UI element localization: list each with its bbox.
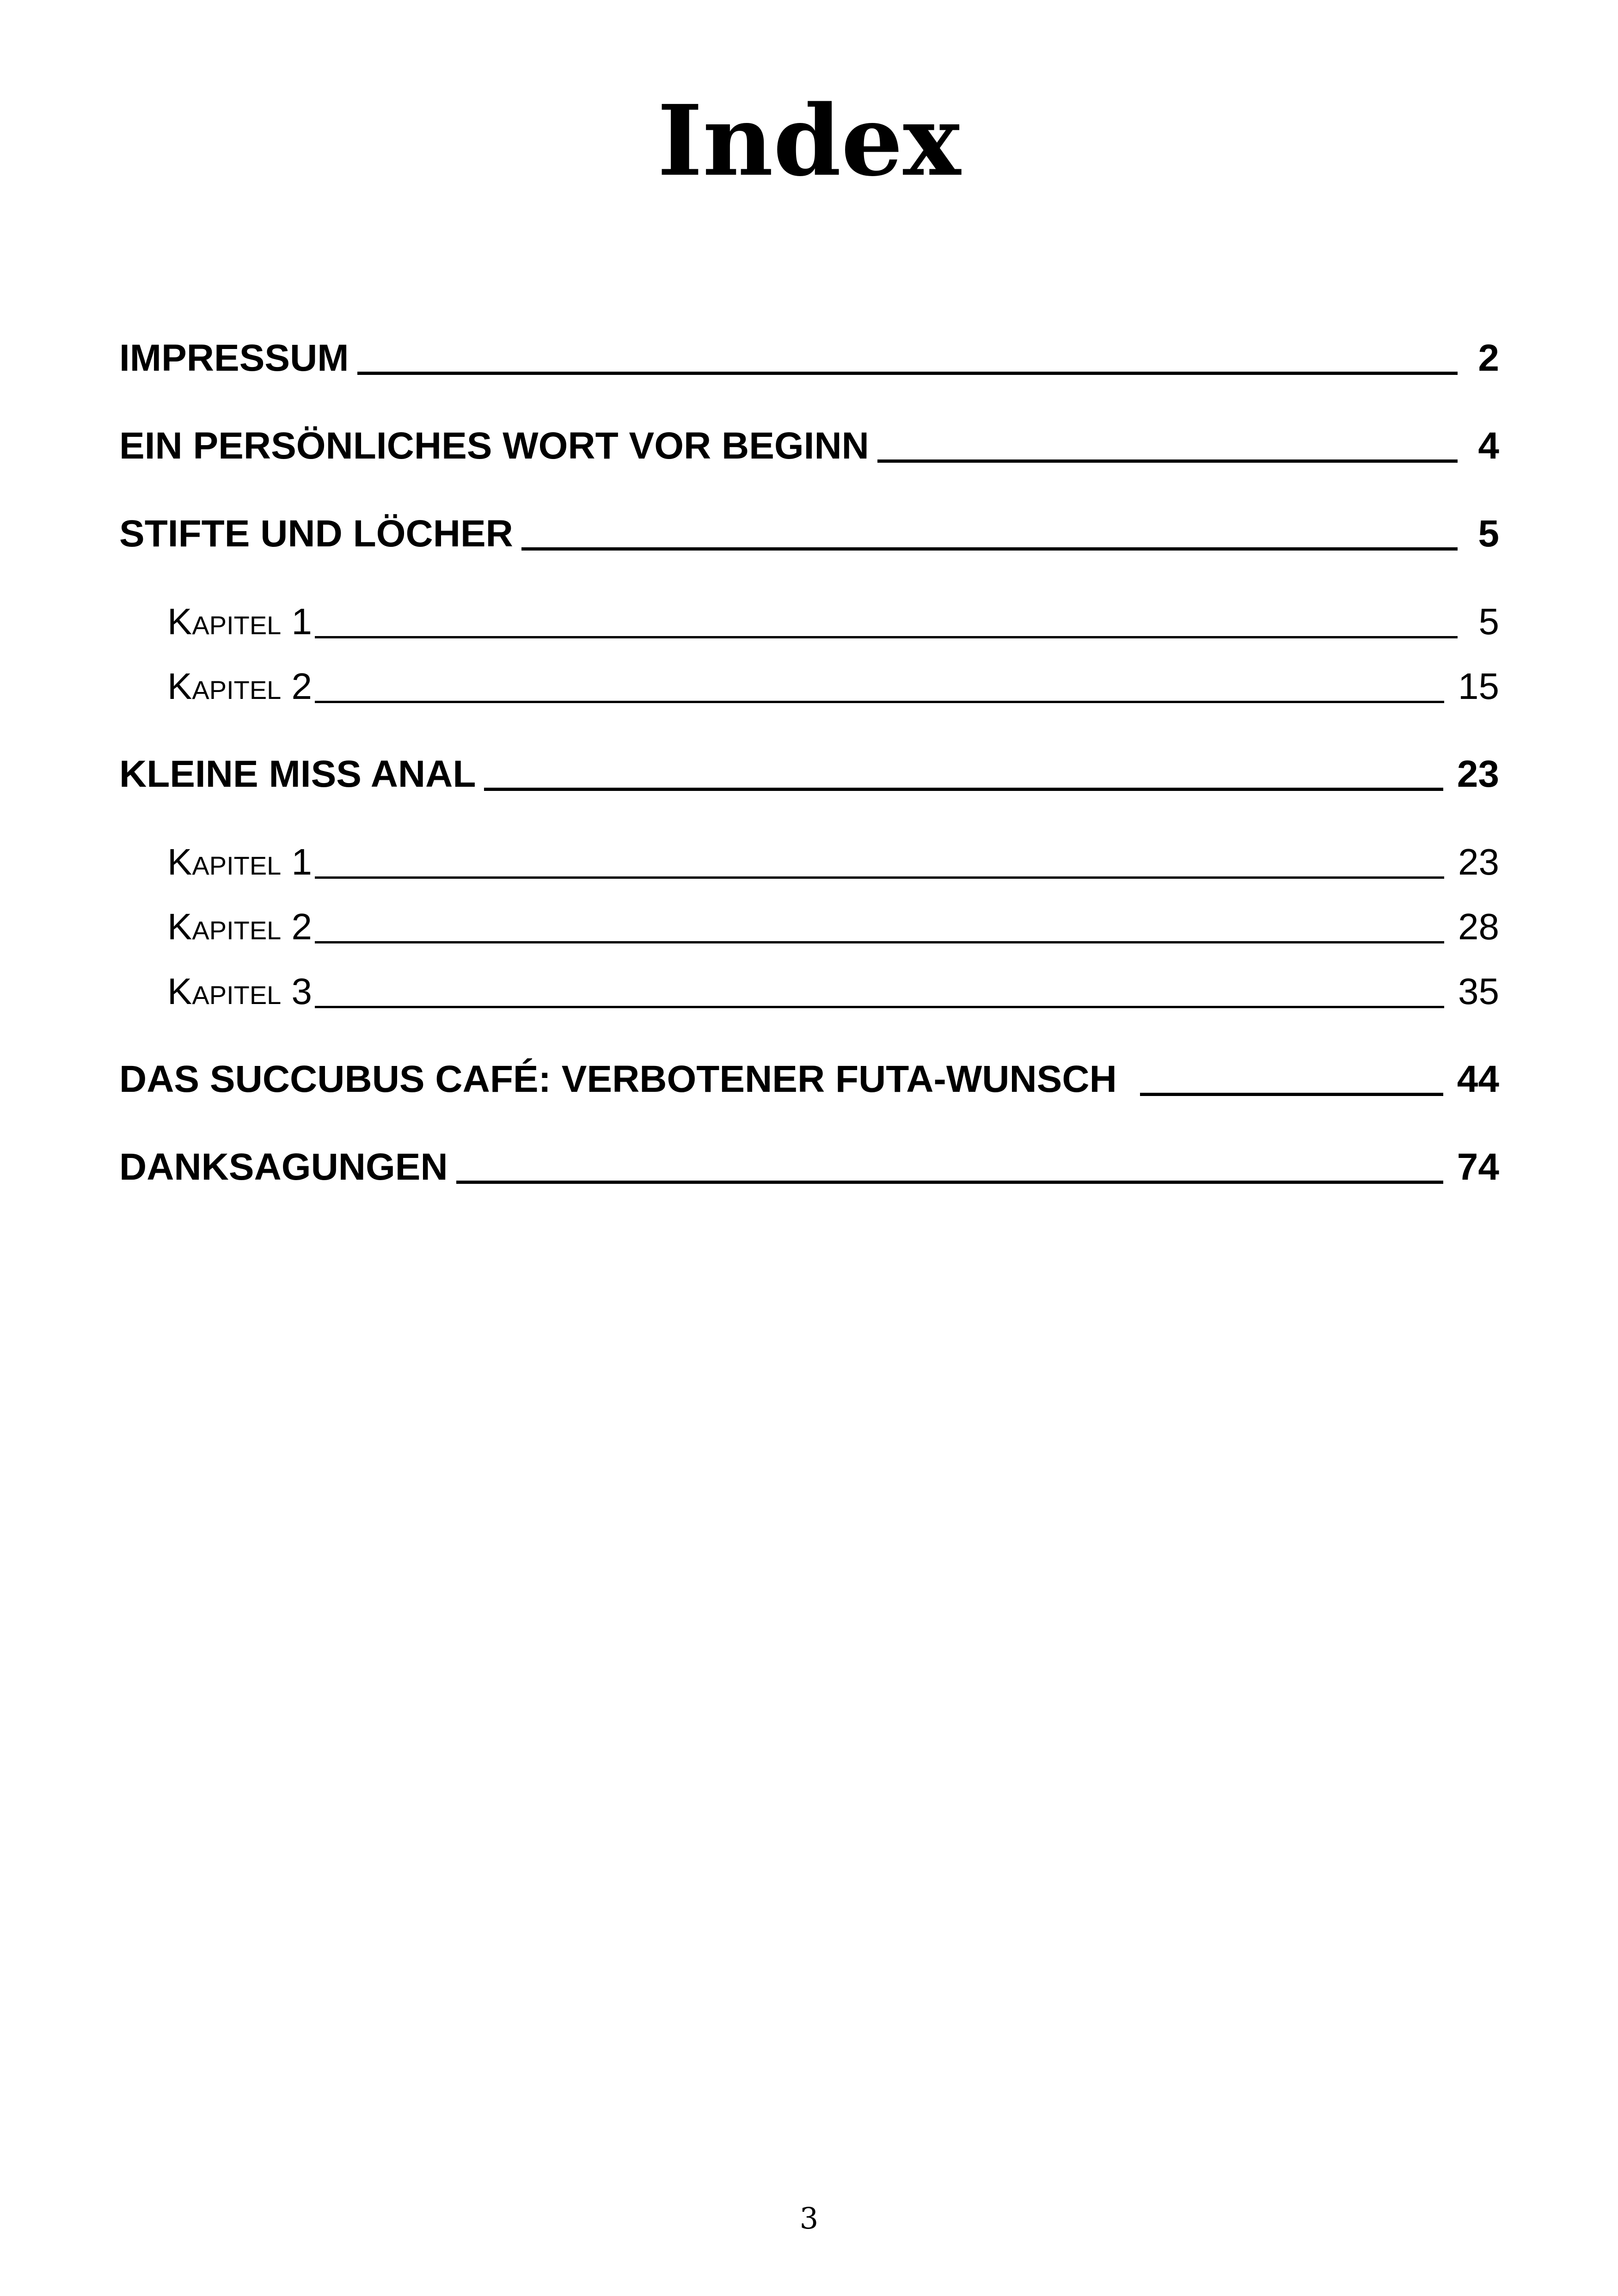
toc-entry-succubus-cafe[interactable]	[119, 1052, 1499, 1102]
toc-entry-miss-kapitel-2[interactable]	[167, 904, 1499, 950]
toc-entry-page: 74	[1457, 1146, 1499, 1188]
toc-entry-page: 23	[1457, 753, 1499, 795]
toc-entry-page: 4	[1478, 425, 1499, 467]
toc-entry-title: DAS SUCCUBUS CAFÉ: VERBOTENER FUTA-WUNSCH	[119, 1058, 1117, 1100]
page-number: 3	[799, 2202, 819, 2236]
toc-leader-line	[877, 459, 1458, 463]
toc-leader-line	[315, 876, 1444, 879]
toc-entry-page: 2	[1478, 337, 1499, 379]
toc-entry-danksagungen[interactable]	[119, 1139, 1499, 1190]
toc-entry-miss-kapitel-1[interactable]	[167, 839, 1499, 885]
toc-entry-title: Kapitel 1	[167, 601, 313, 642]
toc-entry-title: Kapitel 2	[167, 666, 313, 707]
toc-entry-title: KLEINE MISS ANAL	[119, 753, 476, 795]
toc-entry-kleine-miss-anal[interactable]	[119, 747, 1499, 797]
toc-entry-stifte-kapitel-1[interactable]	[167, 599, 1499, 645]
toc-entry-stifte-und-loecher[interactable]	[119, 506, 1499, 557]
toc-entry-page: 28	[1458, 906, 1499, 947]
toc-entry-page: 5	[1478, 601, 1499, 642]
toc-entry-page: 35	[1458, 971, 1499, 1012]
toc-entry-page: 5	[1478, 513, 1499, 555]
toc-leader-line	[315, 636, 1458, 638]
toc-entry-page: 23	[1458, 841, 1499, 882]
toc-leader-line	[315, 701, 1444, 703]
toc-leader-line	[1140, 1093, 1443, 1096]
toc-entry-title: IMPRESSUM	[119, 337, 349, 379]
toc-entry-persoenliches-wort[interactable]	[119, 418, 1499, 469]
toc-leader-line	[521, 547, 1458, 551]
toc-entry-page: 44	[1457, 1058, 1499, 1100]
toc-leader-line	[357, 372, 1458, 375]
toc-leader-line	[456, 1181, 1443, 1184]
toc-entry-title: Kapitel 3	[167, 971, 313, 1012]
toc-entry-title: EIN PERSÖNLICHES WORT VOR BEGINN	[119, 425, 869, 467]
toc-entry-title: Kapitel 1	[167, 841, 313, 882]
toc-entry-impressum[interactable]	[119, 331, 1499, 381]
toc-leader-line	[315, 1006, 1444, 1008]
toc-entry-title: STIFTE UND LÖCHER	[119, 513, 513, 555]
toc-entry-stifte-kapitel-2[interactable]	[167, 663, 1499, 710]
toc-leader-line	[315, 941, 1444, 943]
toc-entry-page: 15	[1458, 666, 1499, 707]
page-title: Index	[657, 84, 961, 198]
toc-leader-line	[484, 788, 1443, 791]
toc-entry-title: DANKSAGUNGEN	[119, 1146, 448, 1188]
toc-entry-title: Kapitel 2	[167, 906, 313, 947]
toc-entry-miss-kapitel-3[interactable]	[167, 968, 1499, 1015]
